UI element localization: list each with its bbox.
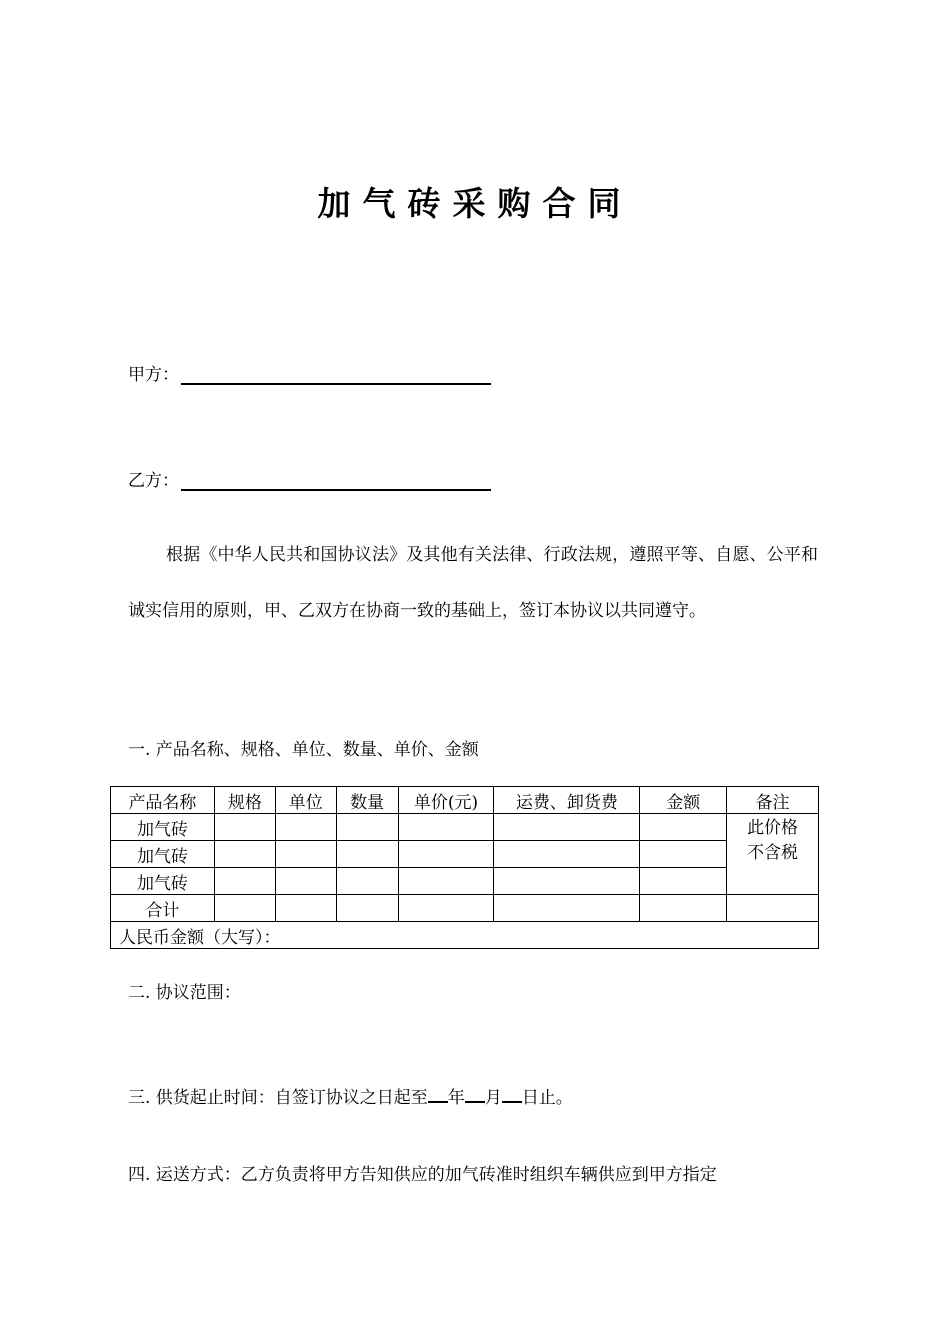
table-cell[interactable] <box>494 841 640 868</box>
table-cell[interactable] <box>336 841 398 868</box>
day-label: 日止。 <box>521 1088 573 1108</box>
table-cell[interactable] <box>494 868 640 895</box>
table-rmb-row <box>111 922 819 949</box>
table-total-row <box>111 895 819 922</box>
table-cell[interactable] <box>275 814 336 841</box>
table-cell[interactable] <box>640 895 727 922</box>
table-row <box>111 814 819 841</box>
table-cell[interactable] <box>727 895 819 922</box>
rmb-amount-cell[interactable]: 人民币金额（大写）： <box>111 922 819 949</box>
party-b-blank[interactable] <box>181 471 491 491</box>
note-line: 此价格 <box>747 818 799 838</box>
table-cell[interactable] <box>214 868 275 895</box>
table-cell[interactable] <box>275 868 336 895</box>
month-label: 月 <box>484 1088 502 1108</box>
table-cell[interactable] <box>275 841 336 868</box>
total-label-cell: 合计 <box>111 895 215 922</box>
header-cell: 数量 <box>336 787 398 814</box>
table-cell[interactable] <box>336 868 398 895</box>
table-cell[interactable] <box>336 814 398 841</box>
table-cell[interactable] <box>214 895 275 922</box>
party-a-label: 甲方： <box>128 365 179 385</box>
day-blank[interactable] <box>502 1085 522 1103</box>
header-cell: 金额 <box>640 787 727 814</box>
table-cell[interactable] <box>494 895 640 922</box>
header-cell: 运费、卸货费 <box>494 787 640 814</box>
table-cell[interactable] <box>640 814 727 841</box>
table-cell[interactable] <box>640 841 727 868</box>
header-cell: 单位 <box>275 787 336 814</box>
month-blank[interactable] <box>465 1085 485 1103</box>
table-cell[interactable] <box>398 895 494 922</box>
table-cell[interactable] <box>214 814 275 841</box>
table-cell[interactable] <box>336 895 398 922</box>
table-row <box>111 841 819 868</box>
product-name-cell: 加气砖 <box>111 841 215 868</box>
table-cell[interactable] <box>214 841 275 868</box>
note-cell <box>727 814 819 895</box>
section2-heading: 二. 协议范围： <box>128 983 241 1003</box>
section3-prefix: 三. 供货起止时间：自签订协议之日起至 <box>128 1088 428 1108</box>
table-cell[interactable] <box>640 868 727 895</box>
note-line: 不含税 <box>747 843 799 863</box>
header-cell: 产品名称 <box>111 787 215 814</box>
table-cell[interactable] <box>398 841 494 868</box>
section1-heading: 一. 产品名称、规格、单位、数量、单价、金额 <box>128 740 479 760</box>
year-label: 年 <box>447 1088 465 1108</box>
preamble-paragraph: 根据《中华人民共和国协议法》及其他有关法律、行政法规，遵照平等、自愿、公平和诚实信用的原则，甲、乙双方在协商一致的基础上，签订本协议以共同遵守。 <box>128 545 818 621</box>
table-cell[interactable] <box>398 814 494 841</box>
header-cell: 备注 <box>727 787 819 814</box>
header-cell: 规格 <box>214 787 275 814</box>
header-cell: 单价(元) <box>398 787 494 814</box>
table-header-row <box>111 787 819 814</box>
table-cell[interactable] <box>494 814 640 841</box>
party-b-label: 乙方： <box>128 471 179 491</box>
table-cell[interactable] <box>275 895 336 922</box>
party-a-line <box>128 360 491 385</box>
product-name-cell: 加气砖 <box>111 814 215 841</box>
party-a-blank[interactable] <box>181 365 491 385</box>
table-row <box>111 868 819 895</box>
product-table <box>110 786 819 949</box>
year-blank[interactable] <box>428 1085 448 1103</box>
table-cell[interactable] <box>398 868 494 895</box>
product-name-cell: 加气砖 <box>111 868 215 895</box>
section3-line <box>128 1083 573 1108</box>
party-b-line <box>128 466 491 491</box>
document-title: 加气砖采购合同 <box>317 184 633 223</box>
section4-text: 四. 运送方式：乙方负责将甲方告知供应的加气砖准时组织车辆供应到甲方指定 <box>128 1165 717 1185</box>
